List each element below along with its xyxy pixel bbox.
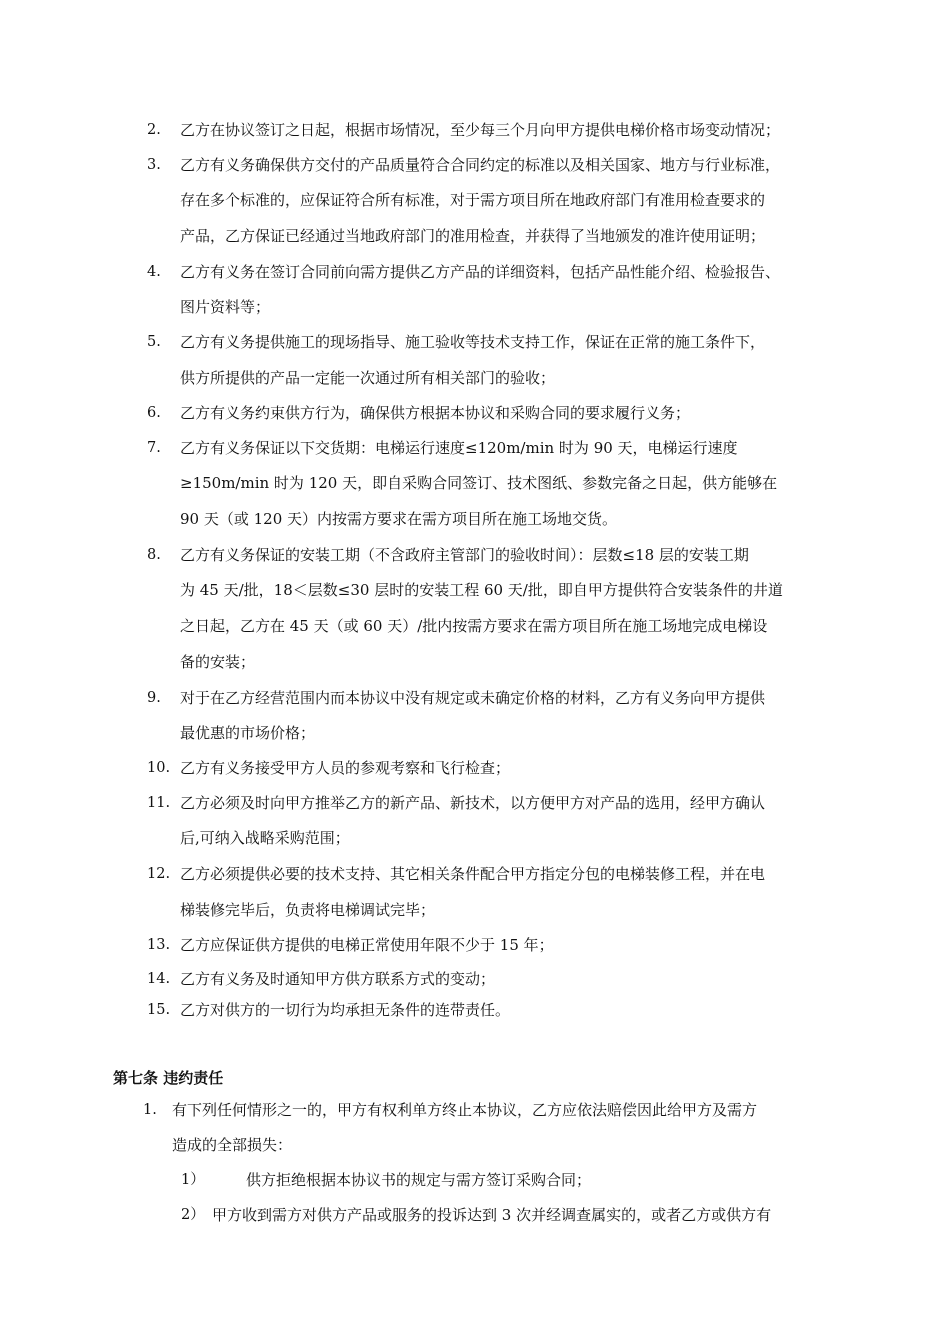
item-number: 2. (147, 122, 161, 138)
item-number: 10. (147, 760, 171, 776)
item-number: 11. (147, 795, 171, 811)
item-text: 乙方有义务提供施工的现场指导、施工验收等技术支持工作，保证在正常的施工条件下， (180, 333, 766, 351)
section-heading: 第七条 违约责任 (113, 1069, 224, 1087)
sub-item-text: 供方拒绝根据本协议书的规定与需方签订采购合同； (246, 1171, 592, 1189)
item-text: 乙方在协议签订之日起，根据市场情况，至少每三个月向甲方提供电梯价格市场变动情况； (180, 121, 781, 139)
item-number: 14. (147, 971, 171, 987)
item-text: 乙方有义务及时通知甲方供方联系方式的变动； (180, 970, 496, 988)
item-text: 对于在乙方经营范围内而本协议中没有规定或未确定价格的材料，乙方有义务向甲方提供 (180, 689, 766, 707)
item-text: 供方所提供的产品一定能一次通过所有相关部门的验收； (180, 369, 556, 387)
item-text: 为 45 天/批，18＜层数≤30 层时的安装工程 60 天/批，即自甲方提供符合安装条件的井道 (180, 581, 783, 599)
item-number: 7. (147, 440, 161, 456)
item-text: 梯装修完毕后，负责将电梯调试完毕； (180, 901, 436, 919)
item-text: 乙方必须及时向甲方推举乙方的新产品、新技术，以方便甲方对产品的选用，经甲方确认 (180, 794, 766, 812)
item-text: 乙方有义务确保供方交付的产品质量符合合同约定的标准以及相关国家、地方与行业标准， (180, 156, 781, 174)
item-text: ≥150m/min 时为 120 天，即自采购合同签订、技术图纸、参数完备之日起，供方能够在 (180, 474, 778, 492)
item-text: 图片资料等； (180, 298, 271, 316)
item-text: 乙方有义务接受甲方人员的参观考察和飞行检查； (180, 759, 511, 777)
item-number: 15. (147, 1002, 171, 1018)
sub-item-number: 1） (181, 1172, 205, 1188)
sub-item-text: 甲方收到需方对供方产品或服务的投诉达到 3 次并经调查属实的，或者乙方或供方有 (212, 1206, 772, 1224)
item-text: 乙方必须提供必要的技术支持、其它相关条件配合甲方指定分包的电梯装修工程，并在电 (180, 865, 766, 883)
item-number: 5. (147, 334, 161, 350)
item-number: 8. (147, 547, 161, 563)
item-text: 乙方有义务在签订合同前向需方提供乙方产品的详细资料，包括产品性能介绍、检验报告、 (180, 263, 781, 281)
item-number: 9. (147, 690, 161, 706)
item-text: 之日起，乙方在 45 天（或 60 天）/批内按需方要求在需方项目所在施工场地完成电梯设 (180, 617, 768, 635)
item-text: 存在多个标准的，应保证符合所有标准，对于需方项目所在地政府部门有准用检查要求的 (180, 191, 766, 209)
item-text: 备的安装； (180, 653, 256, 671)
item-text: 乙方应保证供方提供的电梯正常使用年限不少于 15 年； (180, 936, 554, 954)
item-text: 乙方有义务约束供方行为，确保供方根据本协议和采购合同的要求履行义务； (180, 404, 691, 422)
item-number: 12. (147, 866, 171, 882)
item-number: 4. (147, 264, 161, 280)
item-text: 乙方对供方的一切行为均承担无条件的连带责任。 (180, 1001, 511, 1019)
item-text: 乙方有义务保证的安装工期（不含政府主管部门的验收时间）：层数≤18 层的安装工期 (180, 546, 749, 564)
item-number: 1. (143, 1102, 157, 1118)
item-text: 造成的全部损失： (172, 1136, 293, 1154)
item-text: 产品，乙方保证已经通过当地政府部门的准用检查，并获得了当地颁发的准许使用证明； (180, 227, 766, 245)
item-text: 有下列任何情形之一的，甲方有权利单方终止本协议，乙方应依法赔偿因此给甲方及需方 (172, 1101, 758, 1119)
item-text: 最优惠的市场价格； (180, 724, 316, 742)
sub-item-number: 2） (181, 1207, 205, 1223)
item-text: 90 天（或 120 天）内按需方要求在需方项目所在施工场地交货。 (180, 510, 618, 528)
item-text: 乙方有义务保证以下交货期：电梯运行速度≤120m/min 时为 90 天，电梯运行速度 (180, 439, 738, 457)
item-text: 后,可纳入战略采购范围； (180, 829, 350, 847)
item-number: 6. (147, 405, 161, 421)
item-number: 13. (147, 937, 171, 953)
item-number: 3. (147, 157, 161, 173)
